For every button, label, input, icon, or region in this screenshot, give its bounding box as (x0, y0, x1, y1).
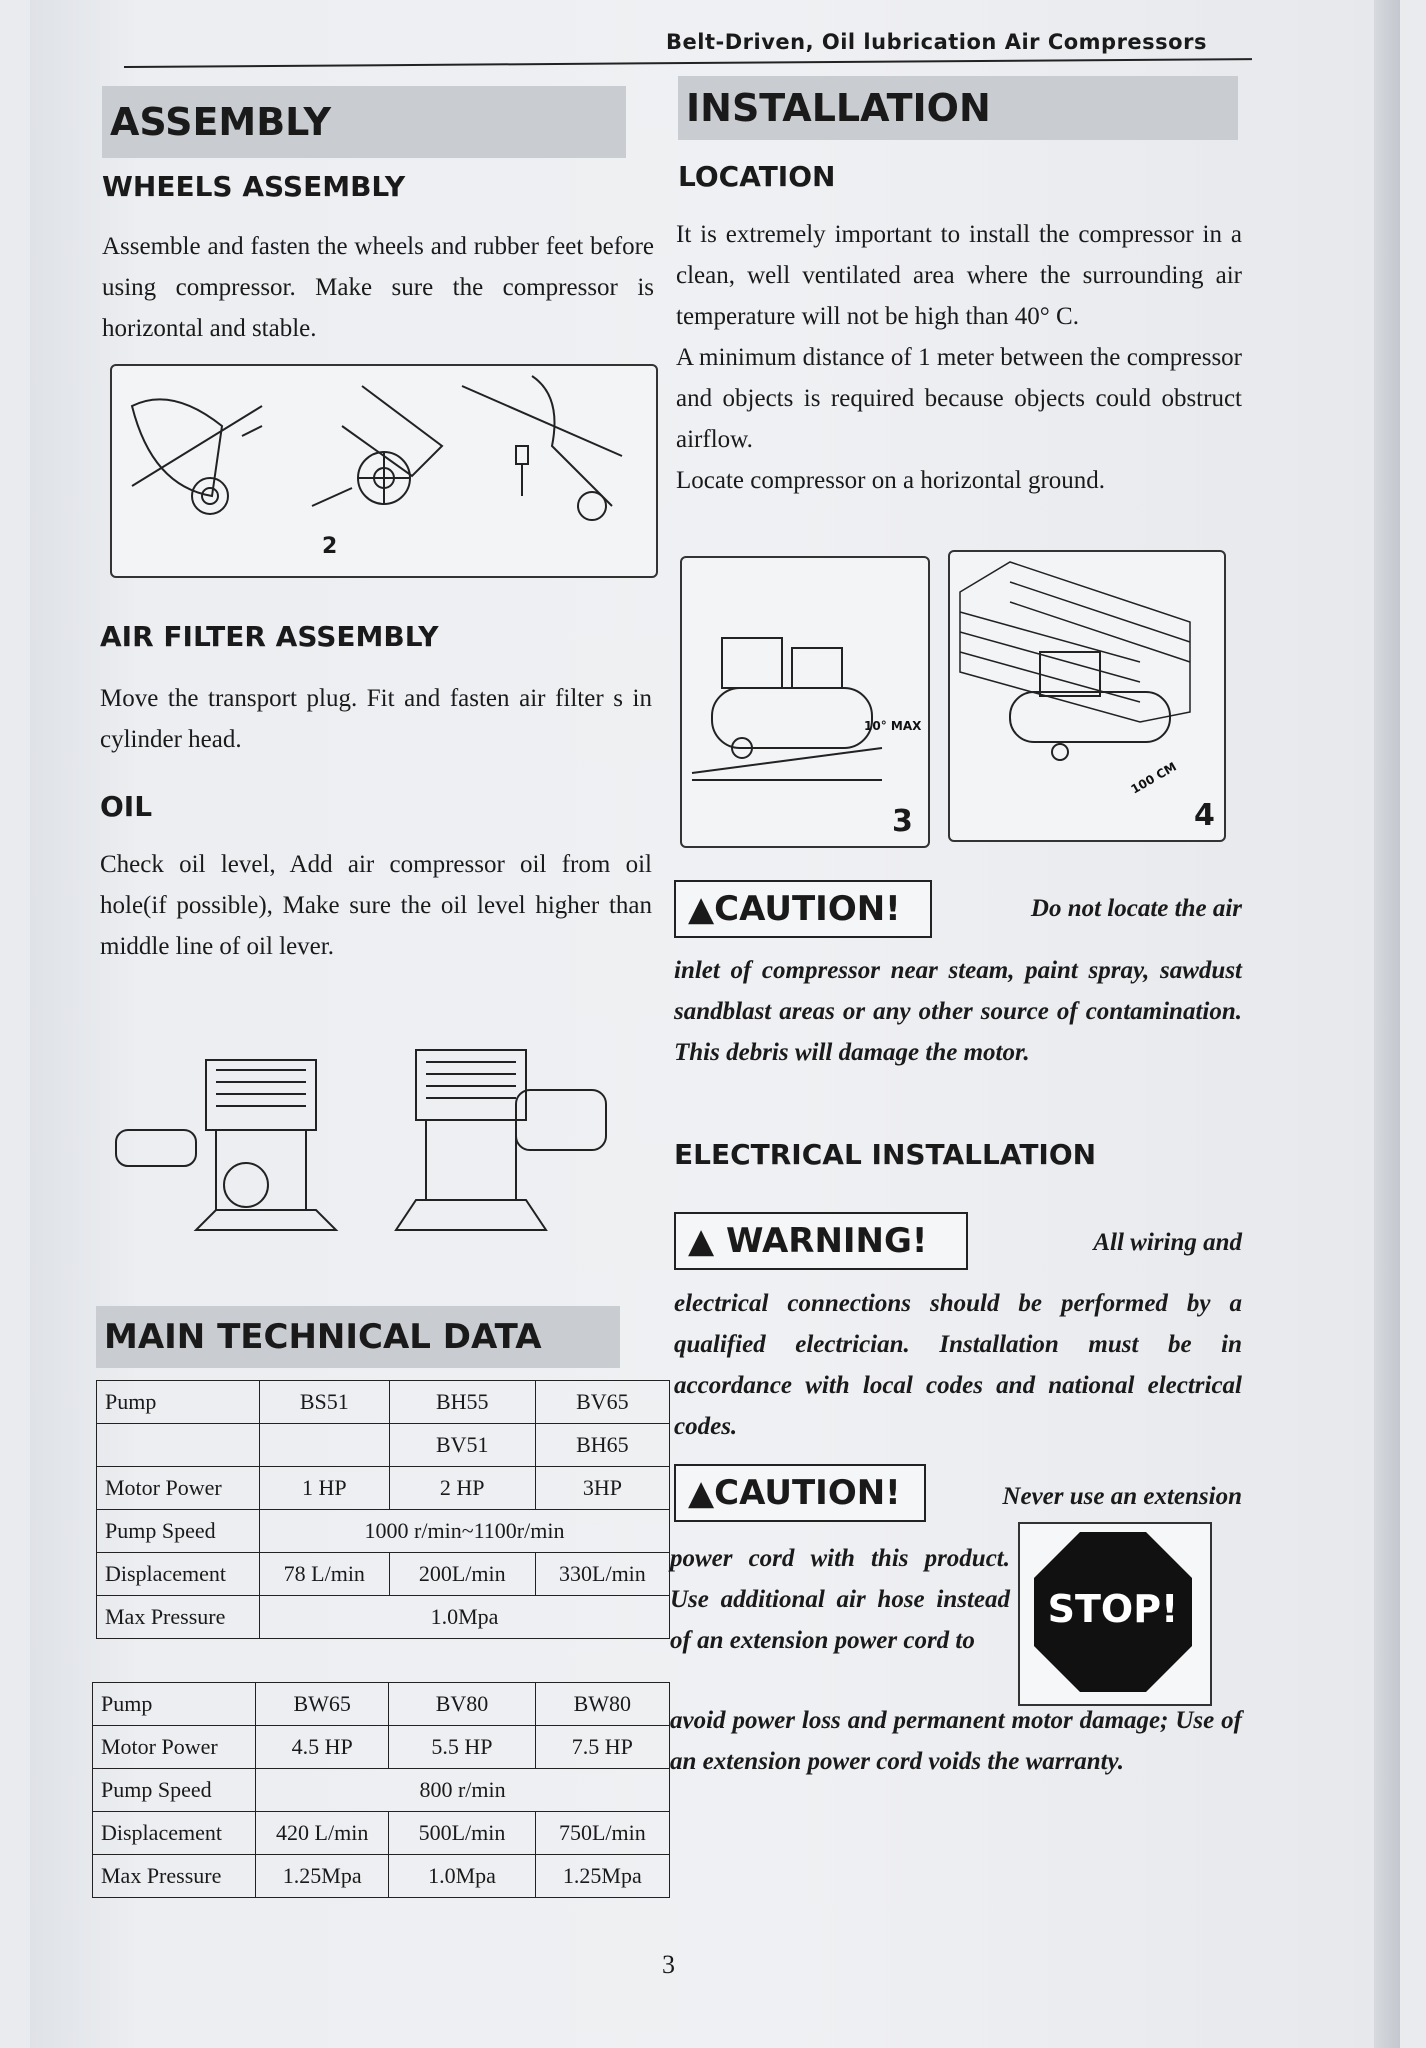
pump-speed: 800 r/min (256, 1769, 670, 1812)
displacement-1: 78 L/min (260, 1553, 390, 1596)
table-row (97, 1553, 670, 1596)
tech-table-1 (96, 1380, 670, 1639)
pump-col3-a: BV65 (535, 1381, 669, 1424)
figure-4-clearance (948, 550, 1226, 842)
running-title: Belt-Driven, Oil lubrication Air Compressors (666, 30, 1207, 54)
pump-2: BV80 (389, 1683, 535, 1726)
caution-label-1: ▲CAUTION! (674, 880, 932, 938)
pump-3: BW80 (535, 1683, 669, 1726)
electrical-heading: ELECTRICAL INSTALLATION (674, 1138, 1097, 1171)
warning-text: electrical connections should be performed by a qualified electrician. Installation must be in accordance with local codes and national electrical codes. (674, 1290, 1242, 1440)
caution-label-2: ▲CAUTION! (674, 1464, 926, 1522)
motor-power-1: 4.5 HP (256, 1726, 389, 1769)
slope-label: 10° MAX (864, 719, 922, 733)
pump-speed: 1000 r/min~1100r/min (260, 1510, 670, 1553)
header-rule (124, 58, 1252, 68)
caution-1-text: inlet of compressor near steam, paint spray, sawdust sandblast areas or any other source of contamination. This debris will damage the motor. (674, 957, 1242, 1066)
max-pressure-2: 1.0Mpa (389, 1855, 535, 1898)
figure-3-level (680, 556, 930, 848)
label-displacement: Displacement (93, 1812, 256, 1855)
pump-col2-b: BV51 (389, 1424, 535, 1467)
wheels-diagram (112, 366, 656, 576)
page-spine-shadow (1374, 0, 1400, 2048)
label-pump: Pump (93, 1683, 256, 1726)
label-pump-speed: Pump Speed (97, 1510, 260, 1553)
displacement-3: 750L/min (535, 1812, 669, 1855)
location-paragraph-1: It is extremely important to install the compressor in a clean, well ventilated area where the surrounding air temperature will not be high than 40° C. (676, 221, 1242, 330)
warning-label: ▲ WARNING! (674, 1212, 968, 1270)
location-paragraph-3: Locate compressor on a horizontal ground. (676, 467, 1106, 494)
pump-col3-b: BH65 (535, 1424, 669, 1467)
table-row (97, 1381, 670, 1424)
caution-2-text-wrapped: power cord with this product. Use additional air hose instead of an extension power cord to (670, 1545, 1010, 1654)
air-filter-heading: AIR FILTER ASSEMBLY (100, 620, 439, 653)
wheels-assembly-text: Assemble and fasten the wheels and rubber feet before using compressor. Make sure the compressor is horizontal and stable. (102, 233, 654, 342)
table-row (97, 1596, 670, 1639)
location-heading: LOCATION (678, 160, 836, 193)
location-paragraph-2: A minimum distance of 1 meter between the compressor and objects is required because objects could obstruct airflow. (676, 344, 1242, 453)
clearance-label: 100 CM (1128, 759, 1179, 797)
wheels-assembly-heading: WHEELS ASSEMBLY (102, 170, 406, 203)
page-number: 3 (662, 1950, 675, 1979)
displacement-2: 200L/min (389, 1553, 535, 1596)
motor-power-1: 1 HP (260, 1467, 390, 1510)
table-row (93, 1683, 670, 1726)
displacement-1: 420 L/min (256, 1812, 389, 1855)
max-pressure-1: 1.25Mpa (256, 1855, 389, 1898)
table-row (97, 1467, 670, 1510)
oil-text: Check oil level, Add air compressor oil from oil hole(if possible), Make sure the oil level higher than middle line of oil lever. (100, 851, 652, 960)
installation-banner: INSTALLATION (678, 76, 1238, 140)
stop-sign-text: STOP! (1047, 1587, 1179, 1631)
compressor-slope-drawing (682, 558, 928, 846)
displacement-3: 330L/min (535, 1553, 669, 1596)
table-row (97, 1424, 670, 1467)
table-row (97, 1510, 670, 1553)
motor-power-2: 2 HP (389, 1467, 535, 1510)
pump-filter-illustration (96, 1030, 636, 1280)
max-pressure-3: 1.25Mpa (535, 1855, 669, 1898)
label-displacement: Displacement (97, 1553, 260, 1596)
stop-sign-icon (1020, 1524, 1206, 1700)
label-empty (97, 1424, 260, 1467)
motor-power-2: 5.5 HP (389, 1726, 535, 1769)
manual-page (30, 0, 1400, 2048)
displacement-2: 500L/min (389, 1812, 535, 1855)
warning-lead: All wiring and (1093, 1229, 1242, 1256)
tech-table-2 (92, 1682, 670, 1898)
label-pump: Pump (97, 1381, 260, 1424)
pump-col2-a: BH55 (389, 1381, 535, 1424)
table-row (93, 1726, 670, 1769)
caution-2-lead: Never use an extension (1002, 1483, 1242, 1510)
table-row (93, 1769, 670, 1812)
label-max-pressure: Max Pressure (97, 1596, 260, 1639)
pump-col1: BS51 (260, 1381, 390, 1424)
motor-power-3: 3HP (535, 1467, 669, 1510)
label-motor-power: Motor Power (97, 1467, 260, 1510)
pump-1: BW65 (256, 1683, 389, 1726)
wheels-assembly-figure (110, 364, 658, 578)
motor-power-3: 7.5 HP (535, 1726, 669, 1769)
table-row (93, 1812, 670, 1855)
figure-3-number: 3 (892, 804, 913, 839)
table-row (93, 1855, 670, 1898)
figure-4-number: 4 (1194, 798, 1215, 833)
tech-data-banner: MAIN TECHNICAL DATA (96, 1306, 620, 1368)
compressor-wall-drawing (950, 552, 1224, 840)
label-motor-power: Motor Power (93, 1726, 256, 1769)
caution-2-text-rest: avoid power loss and permanent motor damage; Use of an extension power cord voids the warranty. (670, 1707, 1242, 1775)
air-filter-text: Move the transport plug. Fit and fasten air filter s in cylinder head. (100, 685, 652, 753)
stop-sign-box (1018, 1522, 1212, 1706)
cell-empty (260, 1424, 390, 1467)
label-max-pressure: Max Pressure (93, 1855, 256, 1898)
location-text (676, 214, 1242, 501)
oil-heading: OIL (100, 790, 153, 823)
label-pump-speed: Pump Speed (93, 1769, 256, 1812)
max-pressure: 1.0Mpa (260, 1596, 670, 1639)
assembly-banner: ASSEMBLY (102, 86, 626, 158)
caution-1-lead: Do not locate the air (1030, 895, 1242, 922)
figure-2-number: 2 (322, 534, 338, 559)
